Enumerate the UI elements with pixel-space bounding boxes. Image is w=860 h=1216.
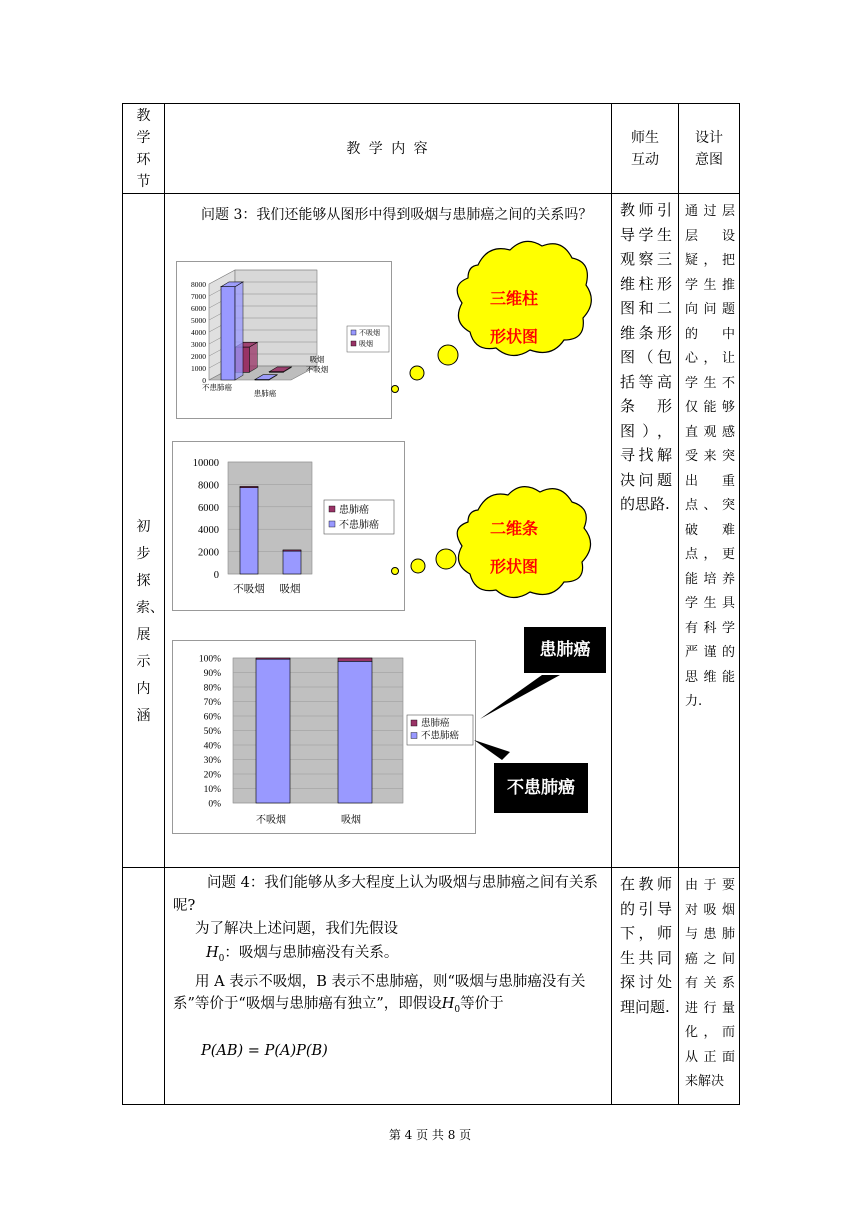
chart3-category-label: 吸烟 — [341, 815, 361, 826]
chart3-legend-swatch — [411, 733, 417, 739]
stage-cell: 初步探索、展示内涵 — [123, 194, 165, 868]
chart2-ytick: 4000 — [198, 525, 219, 537]
chart1-ytick: 0 — [202, 376, 206, 385]
chart2-category-label: 不吸烟 — [233, 584, 265, 595]
chart1-ytick: 8000 — [191, 280, 206, 289]
chart1-ytick: 5000 — [191, 316, 206, 325]
chart3-ytick: 80% — [203, 683, 221, 694]
intent-cell-1: 通过层层设疑，把学生推向问题的中心，让学生不仅能够直观感受来突出重点、突破难点，更能培养学生具有科学严谨的思维能力. — [679, 194, 740, 868]
bubble-1b — [410, 366, 424, 380]
chart3-legend-label: 患肺癌 — [421, 719, 450, 729]
bubble-1c — [392, 386, 399, 393]
equivalence-text: 用 A 表示不吸烟，B 表示不患肺癌，则“吸烟与患肺癌没有关系”等价于“吸烟与患肺癌有独立”，即假设$H_0$等价于 — [173, 973, 586, 1016]
chart2-legend-label: 患肺癌 — [339, 505, 369, 516]
chart2-ytick: 6000 — [198, 502, 219, 514]
chart3-legend-label: 不患肺癌 — [421, 731, 460, 742]
chart1-ytick: 6000 — [191, 304, 206, 313]
chart2-ytick: 10000 — [192, 458, 219, 469]
chart-stacked — [172, 441, 405, 611]
chart1-ytick: 4000 — [191, 328, 206, 337]
formula: P(AB) = P(A)P(B) — [201, 1042, 328, 1059]
stage-cell-2 — [123, 868, 165, 1105]
chart1-depth-label: 吸烟 — [309, 355, 325, 364]
cloud-2-label: 二维条 形状图 — [489, 519, 538, 576]
chart3-ytick: 70% — [203, 698, 221, 708]
chart1-bar-0-0-front — [221, 287, 235, 380]
interaction-cell-1: 教师引导学生观察三维柱形图和二维条形图（包括等高条形图），寻找解决问题的思路. — [612, 194, 679, 868]
chart1-legend-swatch — [351, 330, 356, 335]
intent-cell-2: 由于要对吸烟与患肺癌之间有关系进行量化，而从正面来解决 — [679, 868, 740, 1105]
chart3-ytick: 40% — [203, 741, 221, 752]
hypothesis-h0: $H_0$：吸烟与患肺癌没有关系。 — [206, 944, 399, 964]
chart1-legend-swatch — [351, 341, 356, 346]
chart2-legend-swatch — [329, 506, 335, 512]
chart3-ytick: 20% — [203, 770, 221, 781]
chart2-legend-swatch — [329, 521, 335, 527]
cloud-1-label: 三维柱 形状图 — [489, 289, 538, 346]
chart1-ytick: 2000 — [191, 352, 206, 361]
chart2-bar-1-0 — [240, 487, 258, 574]
chart3-category-label: 不吸烟 — [256, 815, 286, 826]
chart1-category-label: 不患肺癌 — [202, 383, 232, 392]
chart-percent-svg — [173, 641, 475, 833]
content-cell-2 — [165, 868, 612, 1105]
question-3: 问题 3：我们还能够从图形中得到吸烟与患肺癌之间的关系吗？ — [201, 207, 593, 223]
chart2-ytick: 2000 — [198, 547, 219, 559]
chart1-bar-0-0-side — [235, 282, 243, 380]
chart2-bar-1-1 — [283, 550, 301, 574]
chart2-category-label: 吸烟 — [279, 584, 301, 595]
page-footer: 第 4 页 共 8 页 — [388, 1128, 472, 1142]
chart1-category-label: 患肺癌 — [253, 389, 277, 398]
chart3-bar-1-1 — [338, 661, 372, 803]
chart3-ytick: 90% — [203, 669, 221, 679]
callout-pointer-2 — [474, 740, 510, 760]
chart2-ytick: 0 — [213, 570, 219, 581]
chart1-ytick: 1000 — [191, 364, 206, 373]
chart3-bar-1-0 — [256, 659, 290, 803]
chart1-legend-label: 不吸烟 — [359, 329, 380, 337]
chart3-ytick: 100% — [198, 654, 221, 665]
chart-percent — [172, 640, 476, 834]
bubble-2a — [436, 549, 456, 569]
chart1-bar-1-0-side — [249, 342, 257, 372]
chart2-ytick: 8000 — [198, 480, 219, 492]
bubble-2c — [392, 568, 399, 575]
callout-pointer-1 — [480, 675, 560, 719]
header-stage: 教学环节 — [123, 104, 165, 194]
header-intent: 设计意图 — [679, 104, 740, 194]
header-content: 教 学 内 容 — [165, 104, 612, 194]
hypothesis-intro: 为了解决上述问题，我们先假设 — [195, 921, 398, 937]
chart3-bar-0-0 — [256, 658, 290, 659]
chart1-ytick: 3000 — [191, 340, 206, 349]
chart3-ytick: 0% — [208, 799, 221, 810]
chart2-bar-0-1 — [283, 550, 301, 551]
chart-stacked-svg — [173, 442, 404, 610]
chart3-bar-0-1 — [338, 658, 372, 661]
callout-lung-cancer: 患肺癌 — [524, 627, 606, 673]
interaction-cell-2: 在教师的引导下，师生共同探讨处理问题. — [612, 868, 679, 1105]
chart-3d-column — [176, 261, 392, 419]
chart3-ytick: 30% — [203, 756, 221, 766]
callout-no-lung-cancer: 不患肺癌 — [494, 763, 588, 813]
chart3-ytick: 50% — [203, 727, 221, 737]
chart2-bar-0-0 — [240, 486, 258, 487]
chart1-depth-label: 不吸烟 — [305, 365, 329, 374]
chart3-ytick: 60% — [203, 712, 221, 723]
bubble-2b — [411, 559, 425, 573]
header-interaction: 师生互动 — [612, 104, 679, 194]
bubble-1a — [438, 345, 458, 365]
chart1-legend-label: 吸烟 — [359, 340, 373, 348]
chart1-ytick: 7000 — [191, 292, 206, 301]
chart-3d-svg — [177, 262, 391, 418]
chart3-ytick: 10% — [203, 785, 221, 795]
chart2-legend-label: 不患肺癌 — [339, 520, 379, 531]
chart3-legend-swatch — [411, 720, 417, 726]
question-4: 问题 4：我们能够从多大程度上认为吸烟与患肺癌之间有关系呢? — [173, 875, 598, 914]
